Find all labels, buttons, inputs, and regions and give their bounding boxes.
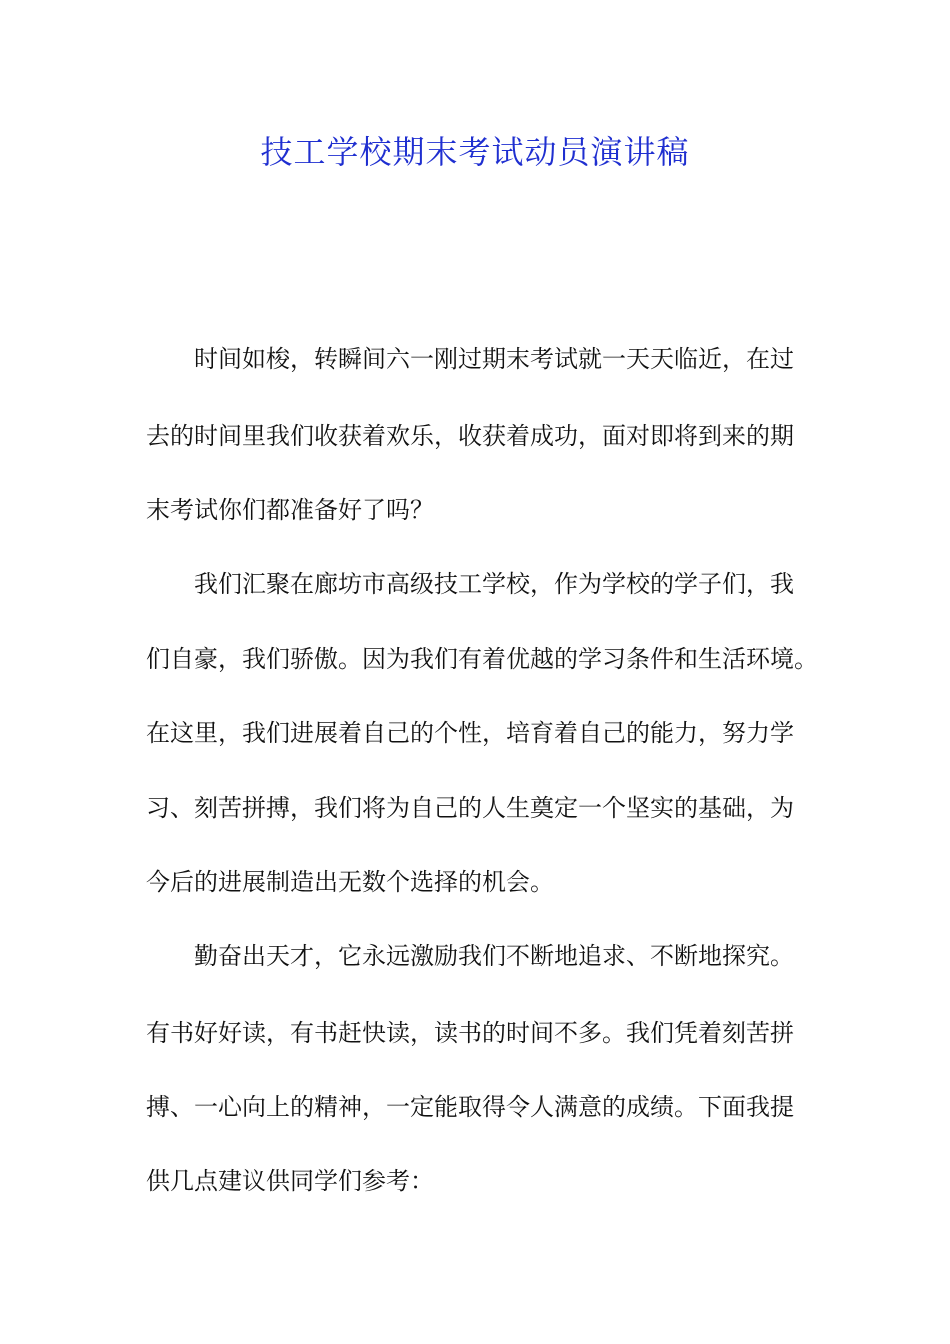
paragraph-2-line-4: 习、刻苦拼搏，我们将为自己的人生奠定一个坚实的基础，为 (146, 794, 794, 822)
document-title: 技工学校期末考试动员演讲稿 (260, 133, 690, 171)
paragraph-2-line-1: 我们汇聚在廊坊市高级技工学校，作为学校的学子们，我 (194, 570, 794, 598)
paragraph-2-line-5: 今后的进展制造出无数个选择的机会。 (146, 868, 554, 896)
paragraph-3-line-1: 勤奋出天才，它永远激励我们不断地追求、不断地探究。 (194, 942, 794, 970)
paragraph-1-line-2: 去的时间里我们收获着欢乐，收获着成功，面对即将到来的期 (146, 422, 794, 450)
paragraph-3-line-3: 搏、一心向上的精神，一定能取得令人满意的成绩。下面我提 (146, 1093, 794, 1121)
paragraph-3-line-4: 供几点建议供同学们参考： (146, 1167, 434, 1195)
paragraph-1-line-1: 时间如梭，转瞬间六一刚过期末考试就一天天临近，在过 (194, 345, 794, 373)
paragraph-1-line-3: 末考试你们都准备好了吗？ (146, 496, 434, 524)
paragraph-2-line-2: 们自豪，我们骄傲。因为我们有着优越的学习条件和生活环境。 (146, 645, 818, 673)
paragraph-2-line-3: 在这里，我们进展着自己的个性，培育着自己的能力，努力学 (146, 719, 794, 747)
paragraph-3-line-2: 有书好好读，有书赶快读，读书的时间不多。我们凭着刻苦拼 (146, 1019, 794, 1047)
